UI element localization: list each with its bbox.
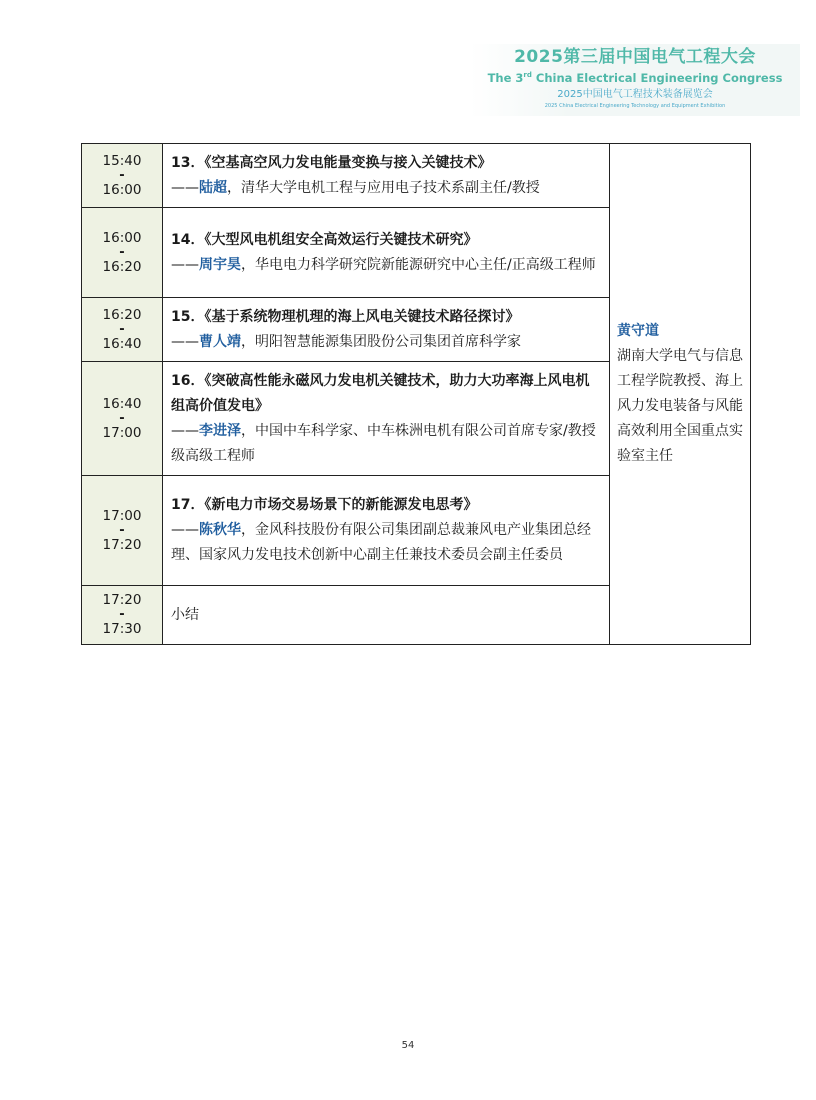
end-time: 17:20 [102, 536, 142, 553]
time-cell [82, 144, 163, 208]
speaker-name: 李进泽 [199, 422, 241, 439]
start-time: 15:40 [102, 152, 142, 169]
talk-title: 15．《基于系统物理机理的海上风电关键技术路径探讨》 [171, 308, 520, 325]
speaker-affiliation: ，中国中车科学家、中车株洲电机有限公司首席专家/教授级高级工程师 [171, 422, 596, 464]
talk-cell [163, 362, 610, 476]
speaker-name: 陈秋华 [199, 522, 241, 538]
start-time: 16:20 [102, 306, 142, 323]
start-time: 17:00 [102, 507, 142, 524]
talk-title: 13．《空基高空风力发电能量变换与接入关键技术》 [171, 154, 492, 171]
talk-cell [163, 476, 610, 586]
schedule-table [81, 143, 751, 645]
talk-cell [163, 144, 610, 208]
logo-title-en: The 3rd China Electrical Engineering Congress [487, 70, 783, 85]
time-separator: - [119, 167, 125, 183]
time-cell [82, 208, 163, 298]
end-time: 16:40 [102, 335, 142, 352]
time-separator: - [119, 244, 125, 260]
talk-cell [163, 208, 610, 298]
page-number: 54 [401, 1040, 415, 1051]
congress-logo [470, 44, 800, 116]
start-time: 17:20 [102, 592, 142, 608]
table-row [82, 144, 751, 208]
chair-cell [610, 144, 751, 645]
time-cell [82, 586, 163, 645]
time-separator: - [119, 410, 125, 426]
speaker-affiliation: ，金风科技股份有限公司集团副总裁兼风电产业集团总经理、国家风力发电技术创新中心副主任兼技术委员会副主任委员 [171, 522, 591, 563]
speaker-affiliation: ，明阳智慧能源集团股份公司集团首席科学家 [241, 333, 521, 350]
talk-speaker-line: ——陆超，清华大学电机工程与应用电子技术系副主任/教授 [171, 179, 540, 196]
speaker-name: 周宇昊 [199, 256, 241, 273]
speaker-affiliation: ，华电电力科学研究院新能源研究中心主任/正高级工程师 [241, 256, 596, 273]
end-time: 17:30 [102, 621, 142, 637]
talk-cell [163, 298, 610, 362]
summary-cell [163, 586, 610, 645]
speaker-name: 曹人靖 [199, 333, 241, 350]
time-separator: - [119, 522, 125, 538]
speaker-name: 陆超 [199, 179, 227, 196]
time-separator: - [119, 321, 125, 337]
time-separator: - [119, 607, 125, 622]
chair-title: 湖南大学电气与信息工程学院教授、海上风力发电装备与风能高效利用全国重点实验室主任 [617, 348, 743, 464]
end-time: 17:00 [102, 424, 142, 441]
start-time: 16:00 [102, 229, 142, 246]
talk-title: 17．《新电力市场交易场景下的新能源发电思考》 [171, 497, 478, 513]
time-cell [82, 476, 163, 586]
end-time: 16:20 [102, 258, 142, 275]
end-time: 16:00 [102, 181, 142, 198]
chair-name: 黄守道 [617, 323, 659, 339]
logo-title-cn: 2025第三届中国电气工程大会 [514, 47, 756, 67]
talk-title: 14．《大型风电机组安全高效运行关键技术研究》 [171, 231, 478, 248]
time-cell [82, 298, 163, 362]
time-cell [82, 362, 163, 476]
logo-subtitle-en: 2025 China Electrical Engineering Technology and Equipment Exhibition [544, 102, 726, 109]
talk-speaker-line: ——曹人靖，明阳智慧能源集团股份公司集团首席科学家 [171, 333, 521, 350]
speaker-affiliation: ，清华大学电机工程与应用电子技术系副主任/教授 [227, 179, 540, 196]
talk-speaker-line: ——周宇昊，华电电力科学研究院新能源研究中心主任/正高级工程师 [171, 256, 596, 273]
logo-subtitle-cn: 2025中国电气工程技术装备展览会 [557, 88, 713, 100]
summary-label: 小结 [171, 606, 199, 623]
talk-speaker-line: ——李进泽，中国中车科学家、中车株洲电机有限公司首席专家/教授级高级工程师 [171, 422, 596, 464]
start-time: 16:40 [102, 395, 142, 412]
talk-speaker-line: ——陈秋华，金风科技股份有限公司集团副总裁兼风电产业集团总经理、国家风力发电技术创新中心副主任兼技术委员会副主任委员 [171, 522, 591, 563]
talk-title: 16．《突破高性能永磁风力发电机关键技术，助力大功率海上风电机组高价值发电》 [171, 372, 590, 414]
